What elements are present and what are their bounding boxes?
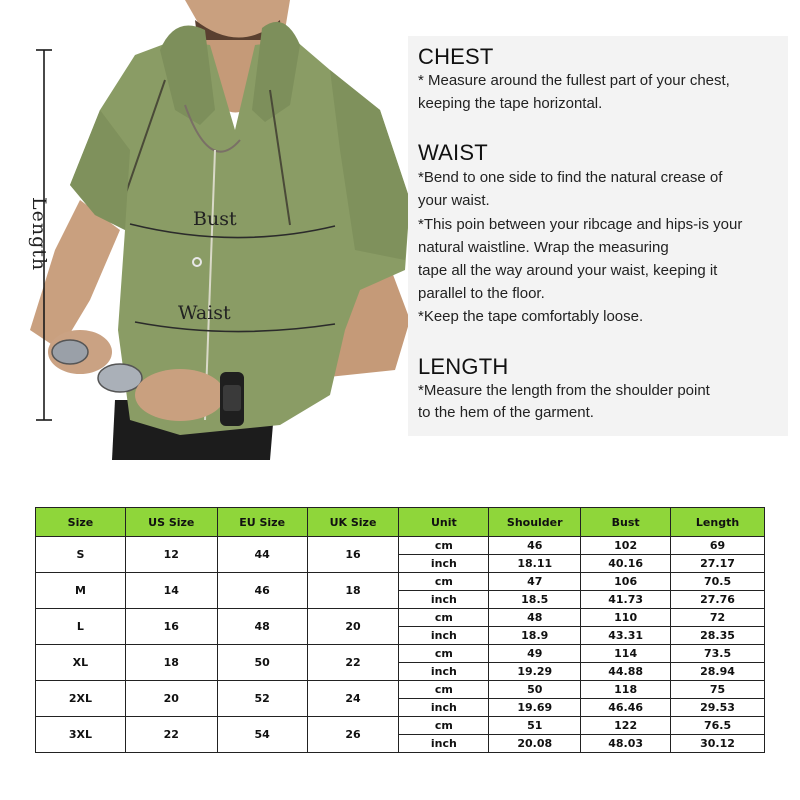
length-measure-label: Length — [28, 197, 50, 272]
waist-line: parallel to the floor. — [418, 285, 545, 302]
waist-line: your waist. — [418, 192, 490, 209]
unit-cell: inch — [399, 591, 489, 609]
shoulder-cell: 20.08 — [489, 735, 581, 753]
length-cell: 75 — [671, 681, 765, 699]
size-cell: 2XL — [36, 681, 126, 717]
uk-size-cell: 18 — [307, 573, 399, 609]
header-us-size: US Size — [125, 508, 217, 537]
bust-cell: 46.46 — [581, 699, 671, 717]
table-row — [36, 609, 765, 627]
waist-line: *This poin between your ribcage and hips-is your — [418, 216, 743, 233]
length-line: to the hem of the garment. — [418, 404, 594, 421]
eu-size-cell: 54 — [217, 717, 307, 753]
eu-size-cell: 50 — [217, 645, 307, 681]
us-size-cell: 12 — [125, 537, 217, 573]
table-row — [36, 537, 765, 555]
unit-cell: inch — [399, 699, 489, 717]
us-size-cell: 22 — [125, 717, 217, 753]
unit-cell: cm — [399, 717, 489, 735]
header-size: Size — [36, 508, 126, 537]
unit-cell: cm — [399, 609, 489, 627]
eu-size-cell: 48 — [217, 609, 307, 645]
us-size-cell: 14 — [125, 573, 217, 609]
chest-line: keeping the tape horizontal. — [418, 95, 603, 112]
length-cell: 27.76 — [671, 591, 765, 609]
shoulder-cell: 49 — [489, 645, 581, 663]
length-cell: 30.12 — [671, 735, 765, 753]
bust-cell: 48.03 — [581, 735, 671, 753]
table-row — [36, 645, 765, 663]
size-cell: M — [36, 573, 126, 609]
bust-measure-label: Bust — [193, 208, 237, 230]
length-line: *Measure the length from the shoulder point — [418, 382, 710, 399]
us-size-cell: 18 — [125, 645, 217, 681]
us-size-cell: 20 — [125, 681, 217, 717]
unit-cell: inch — [399, 555, 489, 573]
size-chart-table — [35, 507, 765, 753]
size-cell: S — [36, 537, 126, 573]
length-cell: 29.53 — [671, 699, 765, 717]
shoulder-cell: 18.5 — [489, 591, 581, 609]
waist-line: *Keep the tape comfortably loose. — [418, 308, 644, 325]
table-row — [36, 717, 765, 735]
eu-size-cell: 46 — [217, 573, 307, 609]
uk-size-cell: 16 — [307, 537, 399, 573]
size-cell: XL — [36, 645, 126, 681]
unit-cell: cm — [399, 573, 489, 591]
shoulder-cell: 19.69 — [489, 699, 581, 717]
unit-cell: inch — [399, 663, 489, 681]
bust-cell: 106 — [581, 573, 671, 591]
length-cell: 73.5 — [671, 645, 765, 663]
header-eu-size: EU Size — [217, 508, 307, 537]
bust-cell: 41.73 — [581, 591, 671, 609]
shoulder-cell: 46 — [489, 537, 581, 555]
waist-measure-label: Waist — [178, 302, 231, 324]
table-row — [36, 573, 765, 591]
us-size-cell: 16 — [125, 609, 217, 645]
uk-size-cell: 22 — [307, 645, 399, 681]
header-shoulder: Shoulder — [489, 508, 581, 537]
waist-line: natural waistline. Wrap the measuring — [418, 239, 669, 256]
header-uk-size: UK Size — [307, 508, 399, 537]
table-row — [36, 681, 765, 699]
uk-size-cell: 24 — [307, 681, 399, 717]
chest-title: CHEST — [418, 44, 494, 69]
unit-cell: inch — [399, 735, 489, 753]
bust-cell: 43.31 — [581, 627, 671, 645]
model-illustration — [0, 0, 420, 470]
waist-title: WAIST — [418, 140, 488, 165]
shoulder-cell: 47 — [489, 573, 581, 591]
shoulder-cell: 51 — [489, 717, 581, 735]
length-cell: 28.35 — [671, 627, 765, 645]
shoulder-cell: 19.29 — [489, 663, 581, 681]
shoulder-cell: 50 — [489, 681, 581, 699]
unit-cell: cm — [399, 645, 489, 663]
length-cell: 76.5 — [671, 717, 765, 735]
waist-line: tape all the way around your waist, keeping it — [418, 262, 718, 279]
length-cell: 27.17 — [671, 555, 765, 573]
unit-cell: cm — [399, 537, 489, 555]
shoulder-cell: 48 — [489, 609, 581, 627]
length-cell: 72 — [671, 609, 765, 627]
size-cell: L — [36, 609, 126, 645]
length-cell: 70.5 — [671, 573, 765, 591]
header-length: Length — [671, 508, 765, 537]
shoulder-cell: 18.11 — [489, 555, 581, 573]
eu-size-cell: 52 — [217, 681, 307, 717]
length-cell: 28.94 — [671, 663, 765, 681]
bust-cell: 122 — [581, 717, 671, 735]
length-title: LENGTH — [418, 354, 509, 379]
uk-size-cell: 20 — [307, 609, 399, 645]
eu-size-cell: 44 — [217, 537, 307, 573]
bust-cell: 44.88 — [581, 663, 671, 681]
shoulder-cell: 18.9 — [489, 627, 581, 645]
length-cell: 69 — [671, 537, 765, 555]
waist-line: *Bend to one side to find the natural crease of — [418, 169, 723, 186]
table-header-row — [36, 508, 765, 537]
header-unit: Unit — [399, 508, 489, 537]
size-cell: 3XL — [36, 717, 126, 753]
bust-cell: 114 — [581, 645, 671, 663]
measurement-instructions — [408, 36, 788, 436]
unit-cell: cm — [399, 681, 489, 699]
chest-line: * Measure around the fullest part of your chest, — [418, 72, 730, 89]
uk-size-cell: 26 — [307, 717, 399, 753]
product-photo — [0, 0, 420, 470]
bust-cell: 110 — [581, 609, 671, 627]
header-bust: Bust — [581, 508, 671, 537]
bust-cell: 40.16 — [581, 555, 671, 573]
bust-cell: 118 — [581, 681, 671, 699]
bust-cell: 102 — [581, 537, 671, 555]
unit-cell: inch — [399, 627, 489, 645]
